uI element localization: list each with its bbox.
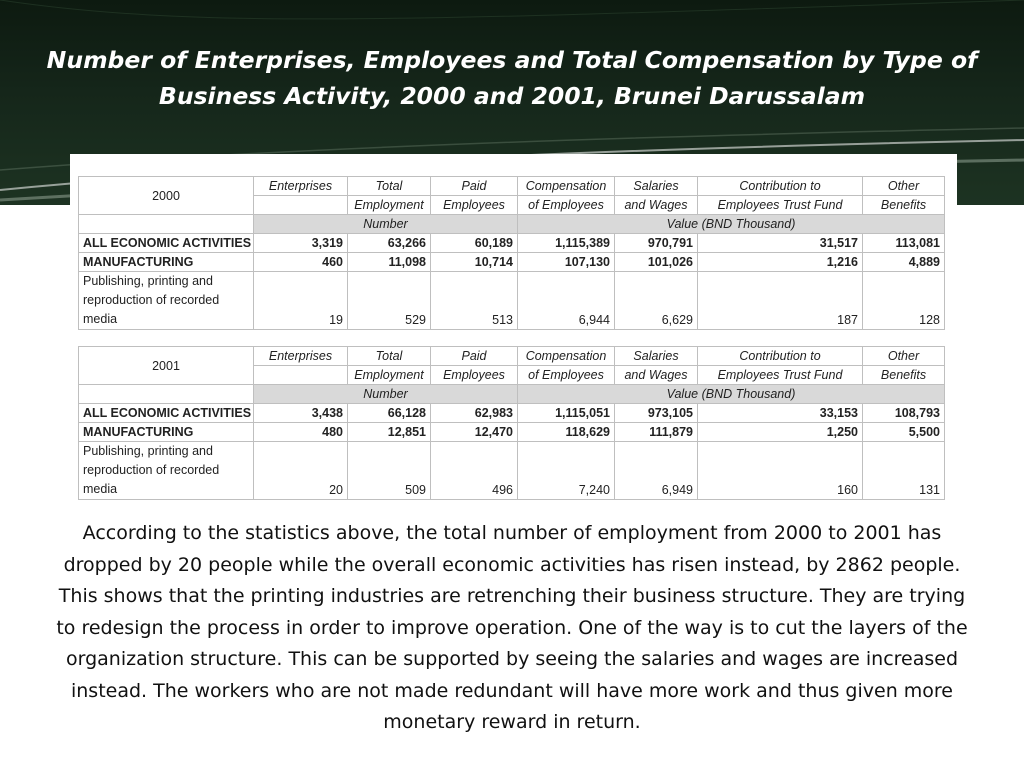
cell-salaries: 111,879 (615, 423, 698, 442)
cell-enterprises: 480 (254, 423, 348, 442)
header-employees-trust-fund: Employees Trust Fund (698, 366, 863, 385)
header-blank (79, 385, 254, 404)
statistics-table-panel (70, 154, 957, 499)
cell-other-benefits: 108,793 (863, 404, 945, 423)
header-total: Total (348, 177, 431, 196)
table-row (79, 253, 945, 272)
cell-other-benefits: 131 (863, 442, 945, 500)
header-of-employees: of Employees (518, 196, 615, 215)
header-value: Value (BND Thousand) (518, 385, 945, 404)
cell-enterprises: 19 (254, 272, 348, 330)
table-row (79, 404, 945, 423)
table-row (79, 442, 945, 500)
cell-paid-employees: 60,189 (431, 234, 518, 253)
header-empty (254, 196, 348, 215)
header-and-wages: and Wages (615, 196, 698, 215)
cell-paid-employees: 10,714 (431, 253, 518, 272)
cell-enterprises: 3,438 (254, 404, 348, 423)
header-number: Number (254, 215, 518, 234)
row-label: Publishing, printing and reproduction of recorded media (79, 442, 254, 500)
cell-total-employment: 529 (348, 272, 431, 330)
header-salaries: Salaries (615, 177, 698, 196)
header-other: Other (863, 177, 945, 196)
header-paid: Paid (431, 347, 518, 366)
header-employment: Employment (348, 196, 431, 215)
header-total: Total (348, 347, 431, 366)
cell-salaries: 6,949 (615, 442, 698, 500)
cell-other-benefits: 113,081 (863, 234, 945, 253)
cell-total-employment: 509 (348, 442, 431, 500)
cell-contribution: 33,153 (698, 404, 863, 423)
header-paid: Paid (431, 177, 518, 196)
cell-enterprises: 460 (254, 253, 348, 272)
cell-paid-employees: 62,983 (431, 404, 518, 423)
cell-compensation: 107,130 (518, 253, 615, 272)
row-label: MANUFACTURING (79, 423, 254, 442)
row-label: MANUFACTURING (79, 253, 254, 272)
table-row (79, 272, 945, 330)
cell-compensation: 6,944 (518, 272, 615, 330)
cell-compensation: 1,115,051 (518, 404, 615, 423)
header-enterprises: Enterprises (254, 347, 348, 366)
header-employees-trust-fund: Employees Trust Fund (698, 196, 863, 215)
cell-total-employment: 66,128 (348, 404, 431, 423)
cell-paid-employees: 513 (431, 272, 518, 330)
row-label: ALL ECONOMIC ACTIVITIES (79, 234, 254, 253)
cell-salaries: 101,026 (615, 253, 698, 272)
header-benefits: Benefits (863, 366, 945, 385)
header-other: Other (863, 347, 945, 366)
cell-contribution: 31,517 (698, 234, 863, 253)
header-compensation: Compensation (518, 347, 615, 366)
table-row (79, 234, 945, 253)
cell-salaries: 6,629 (615, 272, 698, 330)
header-blank (79, 215, 254, 234)
cell-salaries: 973,105 (615, 404, 698, 423)
header-and-wages: and Wages (615, 366, 698, 385)
header-employees: Employees (431, 196, 518, 215)
header-enterprises: Enterprises (254, 177, 348, 196)
cell-contribution: 1,250 (698, 423, 863, 442)
cell-total-employment: 11,098 (348, 253, 431, 272)
header-contribution-to: Contribution to (698, 177, 863, 196)
table-row (79, 423, 945, 442)
header-empty (254, 366, 348, 385)
year-label: 2000 (79, 177, 254, 215)
table-2001 (78, 346, 945, 500)
cell-compensation: 118,629 (518, 423, 615, 442)
row-label: Publishing, printing and reproduction of recorded media (79, 272, 254, 330)
cell-other-benefits: 5,500 (863, 423, 945, 442)
row-label: ALL ECONOMIC ACTIVITIES (79, 404, 254, 423)
header-of-employees: of Employees (518, 366, 615, 385)
slide-title: Number of Enterprises, Employees and Total Compensation by Type of Business Activity, 2000 and 2001, Brunei Darussalam (46, 46, 978, 110)
cell-compensation: 1,115,389 (518, 234, 615, 253)
header-employees: Employees (431, 366, 518, 385)
cell-other-benefits: 128 (863, 272, 945, 330)
cell-paid-employees: 496 (431, 442, 518, 500)
header-benefits: Benefits (863, 196, 945, 215)
year-label: 2001 (79, 347, 254, 385)
cell-enterprises: 3,319 (254, 234, 348, 253)
cell-total-employment: 63,266 (348, 234, 431, 253)
table-2000 (78, 176, 945, 330)
header-salaries: Salaries (615, 347, 698, 366)
cell-contribution: 160 (698, 442, 863, 500)
cell-salaries: 970,791 (615, 234, 698, 253)
cell-contribution: 1,216 (698, 253, 863, 272)
cell-total-employment: 12,851 (348, 423, 431, 442)
cell-paid-employees: 12,470 (431, 423, 518, 442)
header-value: Value (BND Thousand) (518, 215, 945, 234)
cell-contribution: 187 (698, 272, 863, 330)
cell-other-benefits: 4,889 (863, 253, 945, 272)
cell-compensation: 7,240 (518, 442, 615, 500)
header-employment: Employment (348, 366, 431, 385)
summary-paragraph: According to the statistics above, the total number of employment from 2000 to 2001 has dropped by 20 people while the overall economic activities has risen instead, by 2862 people. This shows that the printing industries are retrenching their business structure. They are trying to redesign the process in order to improve operation. One of the way is to cut the layers of the organization structure. This can be supported by seeing the salaries and wages are increased instead. The workers who are not made redundant will have more work and thus given more monetary reward in return. (56, 522, 968, 733)
header-compensation: Compensation (518, 177, 615, 196)
cell-enterprises: 20 (254, 442, 348, 500)
header-contribution-to: Contribution to (698, 347, 863, 366)
header-number: Number (254, 385, 518, 404)
